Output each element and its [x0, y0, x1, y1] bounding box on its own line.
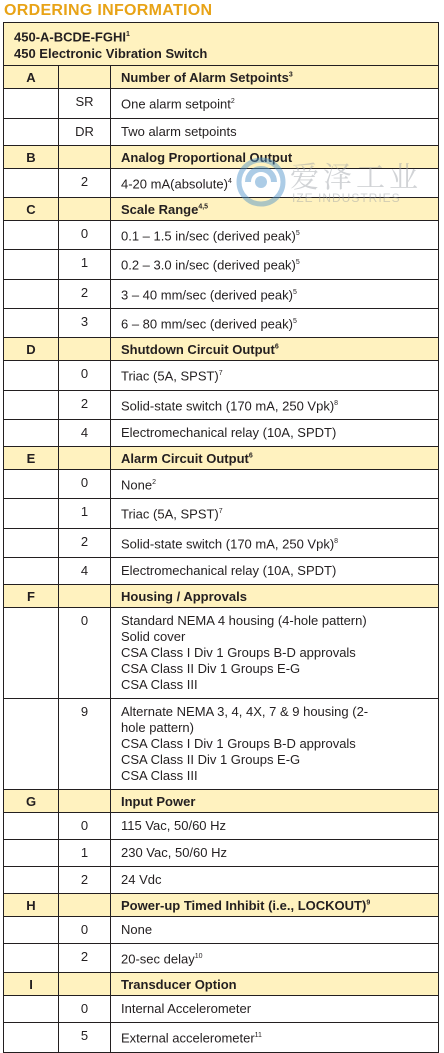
option-letter-blank: [4, 608, 59, 698]
option-description-line: [121, 314, 432, 332]
option-description-line: [121, 475, 432, 493]
section-title: Power-up Timed Inhibit (i.e., LOCKOUT): [121, 897, 367, 913]
option-code: 1: [59, 250, 111, 278]
option-description-line: [121, 949, 432, 967]
section-row: [4, 446, 438, 469]
section-row: [4, 66, 438, 88]
option-letter-blank: [4, 361, 59, 389]
option-code: 0: [59, 470, 111, 498]
footnote-marker: 2: [152, 478, 156, 486]
option-description: [111, 867, 438, 893]
option-description: [111, 119, 438, 145]
footnote-marker: 5: [292, 288, 297, 296]
footnote-marker: 5: [292, 317, 297, 325]
option-row: [4, 1022, 438, 1051]
option-description-line: [121, 226, 432, 244]
section-row: [4, 972, 438, 995]
option-text: hole pattern): [121, 719, 194, 735]
section-title-cell: [111, 790, 438, 812]
option-description: [111, 470, 438, 498]
option-text: Two alarm setpoints: [121, 123, 237, 139]
option-description-line: [121, 94, 432, 112]
option-description-line: [121, 677, 432, 693]
section-letter: A: [4, 66, 59, 88]
option-text: CSA Class III: [121, 676, 198, 692]
option-description-line: [121, 645, 432, 661]
option-code: 0: [59, 608, 111, 698]
option-code: 0: [59, 813, 111, 839]
table-header: [4, 23, 438, 66]
option-row: [4, 943, 438, 972]
option-text: Electromechanical relay (10A, SPDT): [121, 562, 337, 578]
option-code: 0: [59, 917, 111, 943]
option-row: [4, 916, 438, 943]
option-row: [4, 839, 438, 866]
option-text: 0.2 – 3.0 in/sec (derived peak): [121, 257, 296, 273]
option-description: [111, 280, 438, 308]
option-letter-blank: [4, 420, 59, 446]
section-title-cell: [111, 973, 438, 995]
option-description-line: [121, 613, 432, 629]
option-description: [111, 420, 438, 446]
footnote-marker: 10: [194, 952, 203, 960]
footnote-marker: 11: [254, 1032, 262, 1040]
option-text: 230 Vac, 50/60 Hz: [121, 844, 227, 860]
option-row: [4, 469, 438, 498]
option-row: [4, 390, 438, 419]
option-letter-blank: [4, 840, 59, 866]
option-text: Solid-state switch (170 mA, 250 Vpk): [121, 535, 335, 551]
option-row: [4, 812, 438, 839]
option-description: [111, 309, 438, 337]
option-description-line: [121, 396, 432, 414]
option-code: 2: [59, 391, 111, 419]
footnote-marker: 5: [295, 259, 300, 267]
option-row: [4, 607, 438, 698]
option-text: None: [121, 477, 153, 493]
option-text: 4-20 mA(absolute): [121, 175, 228, 191]
section-row: [4, 584, 438, 607]
option-text: One alarm setpoint: [121, 96, 231, 112]
footnote-marker: 6: [248, 452, 253, 460]
option-row: [4, 498, 438, 527]
option-text: CSA Class I Div 1 Groups B-D approvals: [121, 735, 356, 751]
option-description: [111, 944, 438, 972]
section-title-cell: [111, 338, 438, 360]
option-description: [111, 89, 438, 117]
section-code-blank: [59, 973, 111, 995]
option-text: Alternate NEMA 3, 4, 4X, 7 & 9 housing (2-: [121, 703, 369, 719]
section-code-blank: [59, 447, 111, 469]
option-text: CSA Class II Div 1 Groups E-G: [121, 660, 301, 676]
section-row: [4, 337, 438, 360]
option-row: [4, 308, 438, 337]
option-code: SR: [59, 89, 111, 117]
option-text: None: [121, 921, 153, 937]
footnote-marker: 7: [218, 370, 223, 378]
product-name: 450 Electronic Vibration Switch: [14, 46, 208, 62]
option-description-line: [121, 1028, 432, 1046]
section-title: Alarm Circuit Output: [121, 450, 249, 466]
option-code: 2: [59, 867, 111, 893]
option-description: [111, 1023, 438, 1051]
option-text: 20-sec delay: [121, 951, 195, 967]
option-code: 2: [59, 944, 111, 972]
section-title: Input Power: [121, 793, 196, 809]
option-description: [111, 917, 438, 943]
option-description: [111, 529, 438, 557]
option-description-line: [121, 563, 432, 579]
option-description: [111, 996, 438, 1022]
option-description-line: [121, 366, 432, 384]
section-title: Shutdown Circuit Output: [121, 342, 275, 358]
option-row: [4, 118, 438, 145]
footnote-marker: 6: [274, 343, 279, 351]
model-number: 450-A-BCDE-FGHI: [14, 29, 126, 45]
footnote-marker: 5: [295, 229, 300, 237]
option-description-line: [121, 818, 432, 834]
option-letter-blank: [4, 221, 59, 249]
option-description: [111, 699, 438, 789]
section-title: Analog Proportional Output: [121, 149, 293, 165]
section-title-cell: [111, 585, 438, 607]
option-text: CSA Class I Div 1 Groups B-D approvals: [121, 644, 356, 660]
page-title: ORDERING INFORMATION: [4, 2, 213, 19]
option-description-line: [121, 704, 432, 720]
option-description-line: [121, 845, 432, 861]
option-code: 3: [59, 309, 111, 337]
option-letter-blank: [4, 699, 59, 789]
option-letter-blank: [4, 529, 59, 557]
option-text: 6 – 80 mm/sec (derived peak): [121, 316, 293, 332]
section-row: [4, 789, 438, 812]
option-row: [4, 279, 438, 308]
option-description-line: [121, 1001, 432, 1017]
option-description-line: [121, 736, 432, 752]
option-letter-blank: [4, 867, 59, 893]
option-text: Standard NEMA 4 housing (4-hole pattern): [121, 612, 367, 628]
option-code: 4: [59, 420, 111, 446]
option-row: [4, 557, 438, 584]
option-text: 0.1 – 1.5 in/sec (derived peak): [121, 228, 296, 244]
section-code-blank: [59, 585, 111, 607]
footnote-marker: 8: [334, 399, 339, 407]
section-code-blank: [59, 338, 111, 360]
option-description: [111, 558, 438, 584]
option-code: 1: [59, 840, 111, 866]
section-code-blank: [59, 66, 111, 88]
option-description-line: [121, 534, 432, 552]
option-description: [111, 221, 438, 249]
footnote-marker: 7: [218, 508, 223, 516]
section-letter: H: [4, 894, 59, 916]
option-letter-blank: [4, 470, 59, 498]
option-letter-blank: [4, 944, 59, 972]
option-description: [111, 391, 438, 419]
section-title-cell: [111, 66, 438, 88]
watermark-cn-text: 爱泽工业: [290, 160, 423, 194]
section-letter: D: [4, 338, 59, 360]
option-letter-blank: [4, 499, 59, 527]
option-description-line: [121, 425, 432, 441]
option-text: Triac (5A, SPST): [121, 506, 219, 522]
model-footnote: 1: [125, 31, 130, 38]
option-text: Solid-state switch (170 mA, 250 Vpk): [121, 397, 335, 413]
option-letter-blank: [4, 996, 59, 1022]
option-code: 5: [59, 1023, 111, 1051]
option-description-line: [121, 504, 432, 522]
option-description-line: [121, 768, 432, 784]
option-text: CSA Class III: [121, 767, 198, 783]
option-text: 115 Vac, 50/60 Hz: [121, 817, 227, 833]
option-row: [4, 419, 438, 446]
section-letter: E: [4, 447, 59, 469]
section-letter: F: [4, 585, 59, 607]
section-title: Transducer Option: [121, 977, 237, 993]
section-title-cell: [111, 894, 438, 916]
option-text: 3 – 40 mm/sec (derived peak): [121, 286, 293, 302]
option-code: 0: [59, 221, 111, 249]
footnote-marker: 9: [366, 899, 371, 907]
section-code-blank: [59, 894, 111, 916]
section-letter: B: [4, 146, 59, 168]
section-title: Scale Range: [121, 201, 199, 217]
option-letter-blank: [4, 89, 59, 117]
section-title-cell: [111, 447, 438, 469]
option-letter-blank: [4, 169, 59, 197]
option-description: [111, 840, 438, 866]
option-description: [111, 250, 438, 278]
section-letter: I: [4, 973, 59, 995]
option-letter-blank: [4, 391, 59, 419]
option-description-line: [121, 629, 432, 645]
option-text: Internal Accelerometer: [121, 1001, 252, 1017]
option-description-line: [121, 124, 432, 140]
footnote-marker: 2: [230, 98, 235, 106]
option-code: 0: [59, 996, 111, 1022]
option-text: Electromechanical relay (10A, SPDT): [121, 424, 337, 440]
option-code: 0: [59, 361, 111, 389]
option-row: [4, 866, 438, 893]
option-description: [111, 813, 438, 839]
option-description-line: [121, 255, 432, 273]
option-text: Triac (5A, SPST): [121, 368, 219, 384]
option-code: 2: [59, 280, 111, 308]
option-row: [4, 528, 438, 557]
watermark-en-text: IZE INDUSTRIES: [292, 191, 401, 205]
option-text: External accelerometer: [121, 1030, 255, 1046]
option-text: 24 Vdc: [121, 871, 162, 887]
option-letter-blank: [4, 250, 59, 278]
option-description: [111, 361, 438, 389]
option-letter-blank: [4, 813, 59, 839]
option-letter-blank: [4, 917, 59, 943]
section-letter: C: [4, 198, 59, 220]
option-description: [111, 608, 438, 698]
section-row: [4, 893, 438, 916]
option-code: 1: [59, 499, 111, 527]
option-text: Solid cover: [121, 628, 186, 644]
option-code: 2: [59, 169, 111, 197]
option-letter-blank: [4, 558, 59, 584]
footnote-marker: 4: [227, 177, 232, 185]
option-letter-blank: [4, 1023, 59, 1051]
option-row: [4, 360, 438, 389]
ize-logo-icon: [236, 157, 286, 207]
watermark: [236, 155, 426, 210]
option-row: [4, 249, 438, 278]
option-description-line: [121, 720, 432, 736]
option-text: CSA Class II Div 1 Groups E-G: [121, 751, 301, 767]
section-title: Number of Alarm Setpoints: [121, 70, 289, 86]
footnote-marker: 8: [334, 537, 339, 545]
section-code-blank: [59, 198, 111, 220]
option-description-line: [121, 922, 432, 938]
section-title: Housing / Approvals: [121, 588, 247, 604]
option-letter-blank: [4, 119, 59, 145]
option-row: [4, 88, 438, 117]
section-code-blank: [59, 146, 111, 168]
option-code: 4: [59, 558, 111, 584]
option-description-line: [121, 752, 432, 768]
option-letter-blank: [4, 309, 59, 337]
option-row: [4, 698, 438, 789]
section-code-blank: [59, 790, 111, 812]
option-code: 9: [59, 699, 111, 789]
option-description-line: [121, 872, 432, 888]
option-row: [4, 995, 438, 1022]
footnote-marker: 3: [288, 72, 293, 79]
table-body: [4, 66, 438, 1051]
option-code: 2: [59, 529, 111, 557]
option-description: [111, 499, 438, 527]
footnote-marker: 4,5: [198, 203, 209, 211]
option-code: DR: [59, 119, 111, 145]
option-description-line: [121, 285, 432, 303]
option-description-line: [121, 661, 432, 677]
option-letter-blank: [4, 280, 59, 308]
option-row: [4, 220, 438, 249]
section-letter: G: [4, 790, 59, 812]
